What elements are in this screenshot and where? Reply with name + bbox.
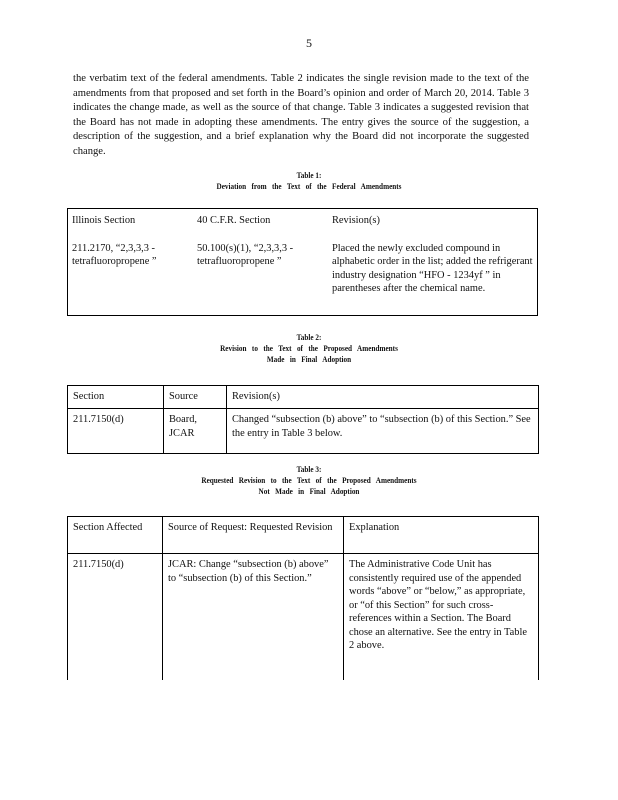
table1-caption-number: Table 1: xyxy=(296,171,322,180)
table1-header-cell: 40 C.F.R. Section xyxy=(197,215,271,226)
table2-caption xyxy=(37,332,581,365)
table3 xyxy=(67,516,539,680)
table2-caption-subtitle: Made in Final Adoption xyxy=(266,355,352,364)
table2-caption-number: Table 2: xyxy=(296,333,322,342)
table-row xyxy=(67,232,538,300)
table3-cell: JCAR: Change “subsection (b) above” to “subsection (b) of this Section.” xyxy=(163,554,344,681)
table2-header-cell: Section xyxy=(68,386,164,409)
table1-caption xyxy=(37,170,581,192)
table2-header-row xyxy=(68,386,539,409)
page-number: 5 xyxy=(306,36,312,50)
table2-cell: 211.7150(d) xyxy=(68,409,164,454)
table1-header-cell: Revision(s) xyxy=(332,215,380,226)
intro-paragraph: the verbatim text of the federal amendments. Table 2 indicates the single revision made to the text of the amendments from that proposed and set forth in the Board’s opinion and order of March 20, 2014. Table 3 indicates the change made, as well as the source of that change. Table 3 indicates a suggested revision that the Board has not made in adopting these amendments. The entry gives the source of the suggestion, a description of the suggestion, and a brief explanation why the Board did not incorporate the suggested change. xyxy=(73,73,529,157)
table2-cell: Board, JCAR xyxy=(164,409,227,454)
table3-caption-subtitle: Not Made in Final Adoption xyxy=(258,487,360,496)
table3-header-cell: Explanation xyxy=(344,517,539,554)
table1-header-row xyxy=(67,208,538,232)
table3-cell: The Administrative Code Unit has consistently required use of the appended words “above” or “below,” as appropriate, or “of this Section” for such cross-references within a Section. The Board chose an alternative. See the entry in Table 2 above. xyxy=(344,554,539,681)
table1-caption-title: Deviation from the Text of the Federal Amendments xyxy=(216,182,402,191)
table2-header-cell: Revision(s) xyxy=(227,386,539,409)
table2 xyxy=(67,385,539,454)
table3-header-cell: Section Affected xyxy=(68,517,163,554)
table3-header-row xyxy=(68,517,539,554)
table1 xyxy=(67,208,538,300)
table1-cell: Placed the newly excluded compound in alphabetic order in the list; added the refrigerant industry designation “HFO - 1234yf ” in parentheses after the chemical name. xyxy=(332,242,533,294)
table3-cell: 211.7150(d) xyxy=(68,554,163,681)
table1-cell: 50.100(s)(1), “2,3,3,3 - tetrafluoropropene ” xyxy=(197,242,294,267)
table3-header-cell: Source of Request: Requested Revision xyxy=(163,517,344,554)
table2-header-cell: Source xyxy=(164,386,227,409)
table2-caption-title: Revision to the Text of the Proposed Amendments xyxy=(220,344,398,353)
table3-caption-title: Requested Revision to the Text of the Proposed Amendments xyxy=(201,476,417,485)
table-row xyxy=(68,554,539,681)
table3-caption-number: Table 3: xyxy=(296,465,322,474)
table2-cell: Changed “subsection (b) above” to “subsection (b) of this Section.” See the entry in Table 3 below. xyxy=(227,409,539,454)
table1-header-cell: Illinois Section xyxy=(72,215,136,226)
table1-cell: 211.2170, “2,3,3,3 - tetrafluoropropene ” xyxy=(72,242,157,267)
table-row xyxy=(68,409,539,454)
table3-caption xyxy=(37,464,581,497)
